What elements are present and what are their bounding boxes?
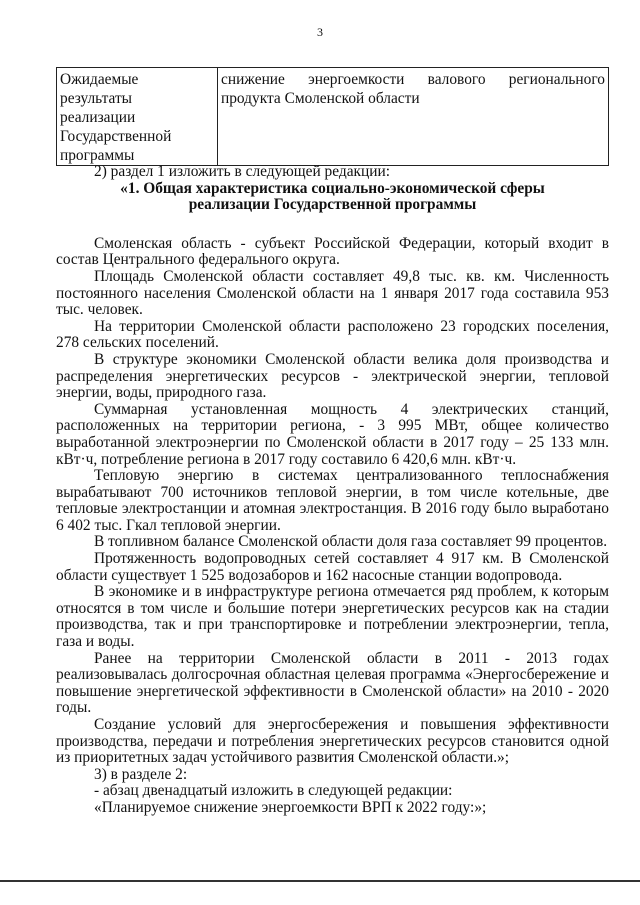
page-bottom-edge — [0, 880, 640, 882]
section-heading-line1: «1. Общая характеристика социально-экономической сферы — [120, 179, 545, 197]
page-number: 3 — [317, 25, 323, 39]
amendment-intro: 2) раздел 1 изложить в следующей редакции: — [94, 163, 390, 180]
section-heading-line2: реализации Государственной программы — [188, 196, 477, 214]
table-value-line: снижение энергоемкости валового регионального — [221, 71, 605, 88]
paragraph: Площадь Смоленской области составляет 49,8 тыс. кв. км. Численность постоянного населения Смоленской области на 1 января 2017 года составила 953 тыс. человек. — [56, 267, 609, 319]
paragraph: В экономике и в инфраструктуре региона отмечается ряд проблем, к которым относятся в том числе и большие потери энергетических ресурсов как на стадии производства, так и при транспортировке и потреблении электроэнергии, тепла, газа и воды. — [56, 583, 609, 651]
document-body — [56, 164, 609, 817]
table-label-cell — [57, 68, 218, 166]
program-results-table — [56, 67, 609, 166]
paragraph: В структуре экономики Смоленской области велика доля производства и распределения энергетических ресурсов - электрической энергии, тепловой энергии, воды, природного газа. — [56, 350, 609, 402]
amendment-item: «Планируемое снижение энергоемкости ВРП к 2022 году:»; — [94, 798, 487, 816]
paragraph: Смоленская область - субъект Российской Федерации, который входит в состав Центрального федерального округа. — [56, 234, 609, 269]
table-value-line: продукта Смоленской области — [221, 90, 420, 107]
amendment-item: - абзац двенадцатый изложить в следующей редакции: — [94, 782, 453, 800]
table-value-cell — [218, 68, 609, 166]
table-label-line: реализации — [60, 109, 136, 126]
paragraph: Создание условий для энергосбережения и повышения эффективности производства, передачи и потребления энергетических ресурсов становится одной из приоритетных задач устойчивого развития Смоленской области.»; — [56, 716, 609, 767]
table-row — [57, 68, 609, 166]
paragraph: Ранее на территории Смоленской области в 2011 - 2013 годах реализовывалась долгосрочная областная целевая программа «Энергосбережение и повышение энергетической эффективности в Смоленской области» на 2010 - 2020 годы. — [56, 649, 609, 717]
table-label-line: программы — [60, 147, 135, 164]
table-label-line: Государственной — [60, 128, 172, 145]
paragraph: На территории Смоленской области расположено 23 городских поселения, 278 сельских поселений. — [56, 317, 609, 352]
paragraph: Тепловую энергию в системах централизованного теплоснабжения вырабатывают 700 источников тепловой энергии, в том числе котельные, две тепловые электростанции и атомная электростанция. В 2016 году было выработано 6 402 тыс. Гкал тепловой энергии. — [56, 467, 609, 534]
paragraph: В топливном балансе Смоленской области доля газа составляет 99 процентов. — [94, 533, 608, 551]
amendment-item: 3) в разделе 2: — [94, 765, 188, 783]
table-label-line: Ожидаемые результаты — [60, 71, 139, 107]
paragraph: Протяженность водопроводных сетей составляет 4 917 км. В Смоленской области существует 1 525 водозаборов и 162 насосные станции водопровода. — [56, 550, 609, 584]
paragraph: Суммарная установленная мощность 4 электрических станций, расположенных на территории региона, - 3 995 МВт, общее количество выработанной электроэнергии по Смоленской области в 2017 году – 25 133 млн. кВт·ч, потребление региона в 2017 году составило 6 420,6 млн. кВт·ч. — [56, 400, 609, 468]
